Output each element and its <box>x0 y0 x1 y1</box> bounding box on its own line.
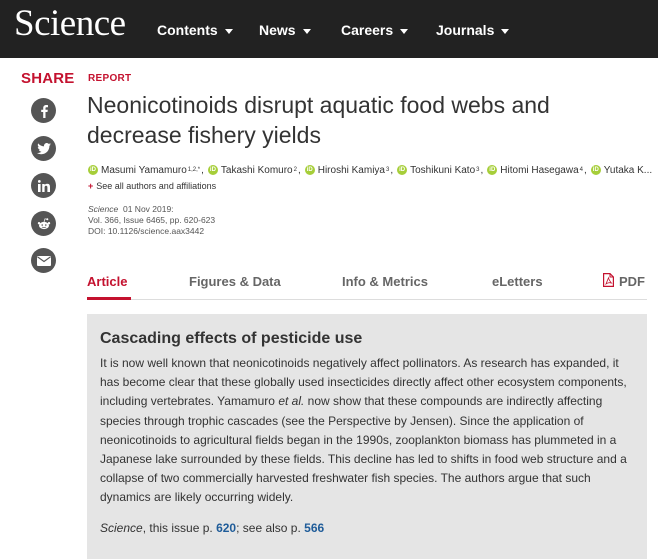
share-email-button[interactable] <box>31 248 56 273</box>
share-linkedin-button[interactable] <box>31 173 56 198</box>
science-logo[interactable]: Science <box>14 3 126 44</box>
article-type-label: REPORT <box>88 73 132 84</box>
orcid-icon: iD <box>209 167 216 173</box>
article-title: Neonicotinoids disrupt aquatic food webs and decrease fishery yields <box>87 92 550 148</box>
orcid-icon: iD <box>489 167 496 173</box>
top-nav-bar <box>0 0 658 58</box>
author-name: Toshikuni Kato <box>410 164 476 176</box>
facebook-icon <box>39 104 49 118</box>
author-item[interactable]: iD Masumi Yamamuro 1,2,* , <box>90 164 204 176</box>
chevron-down-icon <box>225 29 233 34</box>
author-affiliation: 3 <box>476 167 480 173</box>
author-affiliation: 1,2,* <box>187 167 201 173</box>
summary-reference <box>100 521 324 535</box>
nav-contents[interactable] <box>157 22 233 38</box>
share-reddit-button[interactable] <box>31 211 56 236</box>
email-icon <box>37 256 51 266</box>
author-item[interactable] <box>591 165 652 176</box>
share-facebook-button[interactable] <box>31 98 56 123</box>
author-item[interactable]: iD Takashi Komuro 2 , <box>209 164 301 176</box>
active-tab-indicator <box>87 297 131 300</box>
chevron-down-icon <box>303 29 311 34</box>
nav-contents-label: Contents <box>157 22 218 38</box>
ref-journal: Science <box>100 521 143 535</box>
summary-body <box>100 354 630 508</box>
share-twitter-button[interactable] <box>31 136 56 161</box>
author-item[interactable]: iD Hitomi Hasegawa 4 , <box>489 164 587 176</box>
chevron-down-icon <box>400 29 408 34</box>
pdf-icon <box>603 273 619 290</box>
tab-eletters-label: eLetters <box>492 274 543 289</box>
author-list <box>88 162 658 178</box>
plus-icon: + <box>88 181 94 191</box>
editor-summary <box>87 314 647 559</box>
doi: DOI: 10.1126/science.aax3442 <box>88 226 205 236</box>
summary-heading: Cascading effects of pesticide use <box>100 330 363 347</box>
author-name: Masumi Yamamuro <box>101 164 187 176</box>
tab-pdf-label: PDF <box>619 274 645 289</box>
reddit-icon <box>37 218 51 230</box>
ref-page-link-566[interactable]: 566 <box>304 521 325 535</box>
tab-article[interactable] <box>87 274 127 289</box>
author-name: Hitomi Hasegawa <box>500 164 579 176</box>
summary-body-text-1: It is now well known that neonicotinoids negatively affect pollinators. As research has expanded, it has become clear that these globally used insecticides directly affect other ecosystem components, including vertebrates. Yamamuro <box>100 356 627 409</box>
author-affiliation: 2 <box>293 167 297 173</box>
twitter-icon <box>37 143 51 155</box>
share-label: SHARE <box>21 70 75 87</box>
nav-journals[interactable] <box>436 22 509 38</box>
summary-et-al: et al. <box>278 394 305 409</box>
summary-body-text-2: now show that these compounds are indirectly affecting species through trophic cascades (see the Perspective by Jensen). Since the application of neonicotinoids to agricultural fields began in the 1990s, zooplankton biomass has plummeted in a Japanese lake surrounded by these fields. This decline has led to shifts in food web structure and a collapse of two commercially harvested freshwater fish species. The authors argue that such dynamics are likely occurring widely. <box>100 394 627 505</box>
publication-date: 01 Nov 2019: <box>122 204 174 214</box>
nav-careers-label: Careers <box>341 22 394 38</box>
tab-eletters[interactable] <box>492 274 543 289</box>
author-item[interactable]: iD Hiroshi Kamiya 3 , <box>306 164 394 176</box>
tab-info-metrics-label: Info & Metrics <box>342 274 428 289</box>
journal-name: Science <box>88 204 119 214</box>
ref-text-1: , this issue p. <box>142 521 217 535</box>
tab-figures-data[interactable] <box>189 274 281 289</box>
nav-news[interactable] <box>259 22 311 38</box>
orcid-icon: iD <box>90 167 96 173</box>
see-all-label: See all authors and affiliations <box>96 181 217 191</box>
author-affiliation: 3 <box>385 167 390 173</box>
author-name: Yutaka K... <box>603 164 653 176</box>
ref-text-2: ; see also p. <box>236 521 305 535</box>
author-item[interactable]: iD Toshikuni Kato 3 , <box>399 164 484 176</box>
tab-figures-data-label: Figures & Data <box>189 274 281 289</box>
nav-careers[interactable] <box>341 22 408 38</box>
tab-article-label: Article <box>87 274 128 289</box>
nav-news-label: News <box>259 22 296 38</box>
linkedin-icon <box>38 180 50 192</box>
see-all-authors-link[interactable] <box>88 181 216 191</box>
orcid-icon: iD <box>399 167 406 173</box>
tab-pdf[interactable] <box>603 273 645 290</box>
tab-info-metrics[interactable] <box>342 274 428 289</box>
author-name: Hiroshi Kamiya <box>317 164 385 176</box>
chevron-down-icon <box>501 29 509 34</box>
orcid-icon: iD <box>592 167 599 173</box>
author-name: Takashi Komuro <box>220 164 293 176</box>
ref-page-link-620[interactable]: 620 <box>216 521 237 535</box>
article-tabs <box>87 264 647 300</box>
volume-info: Vol. 366, Issue 6465, pp. 620-623 <box>88 215 216 225</box>
nav-journals-label: Journals <box>436 22 495 38</box>
citation-meta <box>88 204 215 237</box>
orcid-icon: iD <box>306 167 313 173</box>
author-affiliation: 4 <box>579 167 583 173</box>
